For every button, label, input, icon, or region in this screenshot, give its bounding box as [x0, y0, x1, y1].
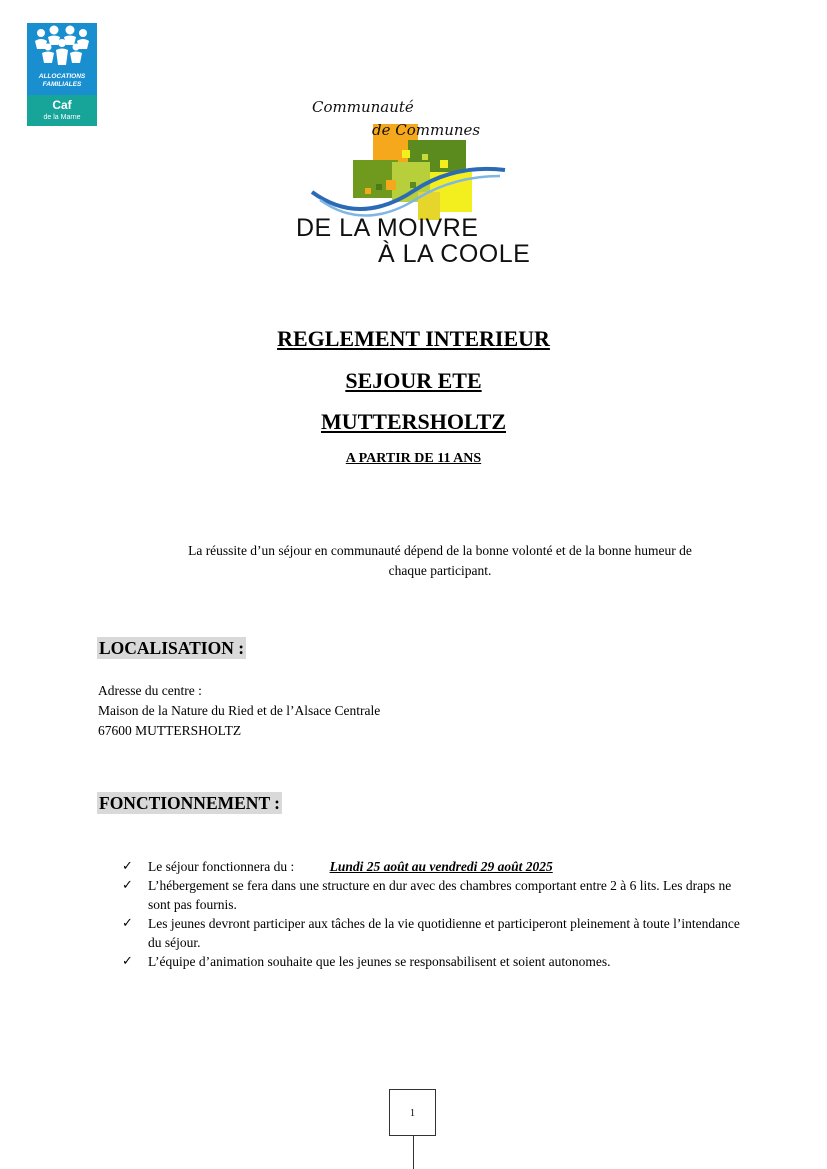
list-item [122, 876, 742, 914]
address-line2: 67600 MUTTERSHOLTZ [98, 723, 242, 738]
community-logo [290, 92, 540, 272]
address-label: Adresse du centre : [98, 683, 202, 698]
list-item [122, 952, 742, 971]
community-logo-line3: DE LA MOIVRE [296, 214, 479, 242]
caf-name: Caf [52, 98, 72, 112]
item-text: L’hébergement se fera dans une structure en dur avec des chambres comportant entre 2 à 6 lits. Les draps ne sont pas fournis. [148, 878, 732, 912]
checkmark-icon: ✓ [122, 916, 133, 931]
page-title: REGLEMENT INTERIEUR [277, 326, 550, 351]
address-line1: Maison de la Nature du Ried et de l’Alsace Centrale [98, 703, 381, 718]
fonctionnement-list [122, 857, 742, 971]
fonctionnement-heading: FONCTIONNEMENT : [99, 793, 281, 813]
community-logo-line1: Communauté [312, 98, 414, 116]
page-number: 1 [389, 1089, 436, 1136]
caf-line2: FAMILIALES [42, 81, 82, 88]
sejour-dates: Lundi 25 août au vendredi 29 août 2025 [329, 859, 553, 874]
caf-line1: ALLOCATIONS [38, 73, 86, 80]
checkmark-icon: ✓ [122, 878, 133, 893]
address-block [98, 681, 380, 741]
family-figures-icon [27, 23, 97, 73]
page-number-connector [413, 1136, 414, 1169]
page-title-sejour: SEJOUR ETE [345, 368, 482, 393]
checkmark-icon: ✓ [122, 954, 133, 969]
intro-line1: La réussite d’un séjour en communauté dépend de la bonne volonté et de la bonne humeur de [188, 543, 692, 558]
community-logo-line2: de Communes [372, 121, 481, 139]
checkmark-icon: ✓ [122, 859, 133, 874]
caf-sub: de la Marne [43, 114, 81, 121]
item-text: L’équipe d’animation souhaite que les jeunes se responsabilisent et soient autonomes. [148, 954, 611, 969]
intro-line2: chaque participant. [388, 563, 492, 578]
caf-logo [27, 23, 97, 126]
list-item [122, 857, 742, 876]
localisation-heading: LOCALISATION : [99, 638, 245, 658]
intro-paragraph [140, 541, 740, 581]
page-title-location: MUTTERSHOLTZ [320, 409, 507, 434]
item-text: Le séjour fonctionnera du : [148, 859, 295, 874]
age-subtitle: A PARTIR DE 11 ANS [345, 451, 482, 466]
community-logo-line4: À LA COOLE [378, 240, 531, 268]
list-item [122, 914, 742, 952]
item-text: Les jeunes devront participer aux tâches de la vie quotidienne et participeront pleinement à toute l’intendance du séjour. [148, 916, 740, 950]
